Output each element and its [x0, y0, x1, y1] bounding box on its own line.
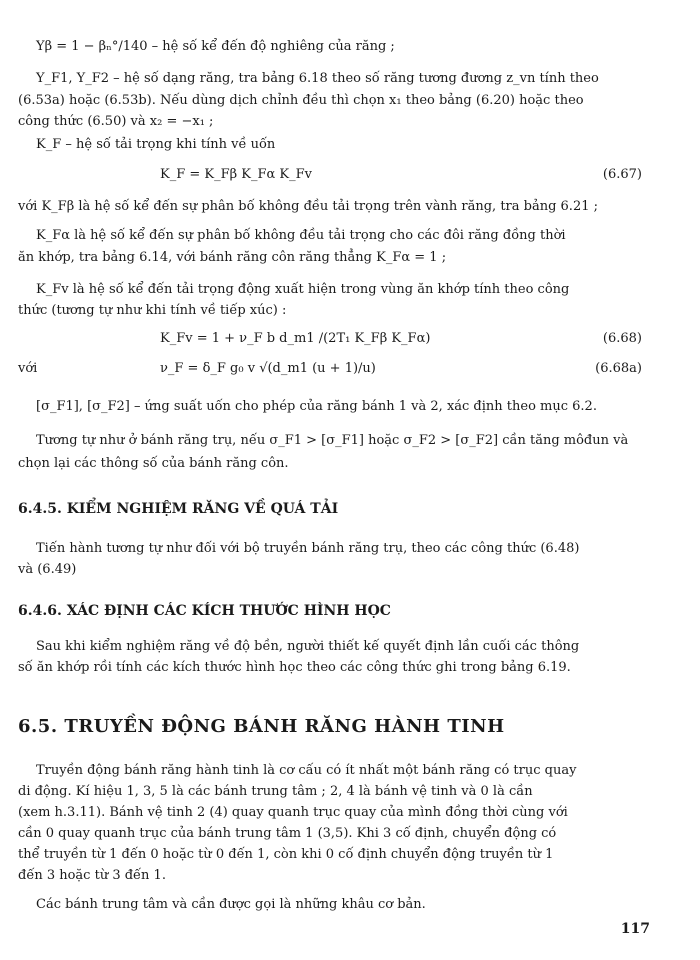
text-line: di động. Kí hiệu 1, 3, 5 là các bánh trung tâm ; 2, 4 là bánh vệ tinh và 0 là cần	[18, 784, 533, 799]
equation: K_F = K_Fβ K_Fα K_Fv	[160, 167, 312, 182]
page-number: 117	[620, 921, 650, 937]
text-line: cần 0 quay quanh trục của bánh trung tâm 1 (3,5). Khi 3 cố định, chuyển động có	[18, 826, 557, 841]
equation: K_Fv = 1 + ν_F b d_m1 /(2T₁ K_Fβ K_Fα)	[160, 331, 431, 346]
text-line: (xem h.3.11). Bánh vệ tinh 2 (4) quay quanh trục quay của mình đồng thời cùng với	[18, 805, 568, 820]
text-line: và (6.49)	[18, 562, 77, 577]
text-line: đến 3 hoặc từ 3 đến 1.	[18, 868, 166, 883]
text-line: Yβ = 1 − βₙ°/140 – hệ số kể đến độ nghiêng của răng ;	[36, 39, 395, 54]
text-line: với K_Fβ là hệ số kể đến sự phân bố không đều tải trọng trên vành răng, tra bảng 6.21 ;	[18, 199, 598, 214]
text-line: K_F – hệ số tải trọng khi tính về uốn	[36, 137, 276, 152]
text-line: K_Fα là hệ số kể đến sự phân bố không đều tải trọng cho các đôi răng đồng thời	[36, 228, 566, 243]
text-line: Tương tự như ở bánh răng trụ, nếu σ_F1 > [σ_F1] hoặc σ_F2 > [σ_F2] cần tăng môđun và	[36, 433, 629, 448]
text-line: K_Fv là hệ số kể đến tải trọng động xuất hiện trong vùng ăn khớp tính theo công	[36, 282, 570, 297]
text-line: Truyền động bánh răng hành tinh là cơ cấu có ít nhất một bánh răng có trục quay	[36, 763, 577, 778]
section-heading: 6.4.5. KIỂM NGHIỆM RĂNG VỀ QUÁ TẢI	[18, 501, 339, 517]
equation-number: (6.68)	[602, 331, 642, 346]
equation: ν_F = δ_F g₀ v √(d_m1 (u + 1)/u)	[160, 361, 376, 376]
text-line: chọn lại các thông số của bánh răng côn.	[18, 456, 289, 471]
text-line: [σ_F1], [σ_F2] – ứng suất uốn cho phép của răng bánh 1 và 2, xác định theo mục 6.2.	[36, 399, 597, 414]
section-heading: 6.4.6. XÁC ĐỊNH CÁC KÍCH THƯỚC HÌNH HỌC	[18, 603, 391, 619]
text-line: ăn khớp, tra bảng 6.14, với bánh răng côn răng thẳng K_Fα = 1 ;	[18, 250, 447, 265]
equation-number: (6.68a)	[595, 361, 642, 376]
text-line: thể truyền từ 1 đến 0 hoặc từ 0 đến 1, còn khi 0 cố định chuyển động truyền từ 1	[18, 847, 554, 862]
text-line: Các bánh trung tâm và cần được gọi là những khâu cơ bản.	[36, 897, 426, 912]
equation-number: (6.67)	[602, 167, 642, 182]
text-line: (6.53a) hoặc (6.53b). Nếu dùng dịch chỉnh đều thì chọn x₁ theo bảng (6.20) hoặc theo	[18, 93, 584, 108]
text-line: thức (tương tự như khi tính về tiếp xúc) :	[18, 303, 287, 318]
chapter-heading: 6.5. TRUYỀN ĐỘNG BÁNH RĂNG HÀNH TINH	[18, 716, 505, 737]
text-line: Tiến hành tương tự như đối với bộ truyền bánh răng trụ, theo các công thức (6.48)	[36, 541, 580, 556]
text-line: Sau khi kiểm nghiệm răng về độ bền, người thiết kế quyết định lần cuối các thông	[36, 639, 580, 654]
text-line: Y_F1, Y_F2 – hệ số dạng răng, tra bảng 6.18 theo số răng tương đương z_vn tính theo	[36, 71, 599, 86]
equation-lead: với	[18, 361, 38, 376]
text-line: công thức (6.50) và x₂ = −x₁ ;	[18, 114, 214, 129]
text-line: số ăn khớp rồi tính các kích thước hình học theo các công thức ghi trong bảng 6.19.	[18, 660, 571, 675]
